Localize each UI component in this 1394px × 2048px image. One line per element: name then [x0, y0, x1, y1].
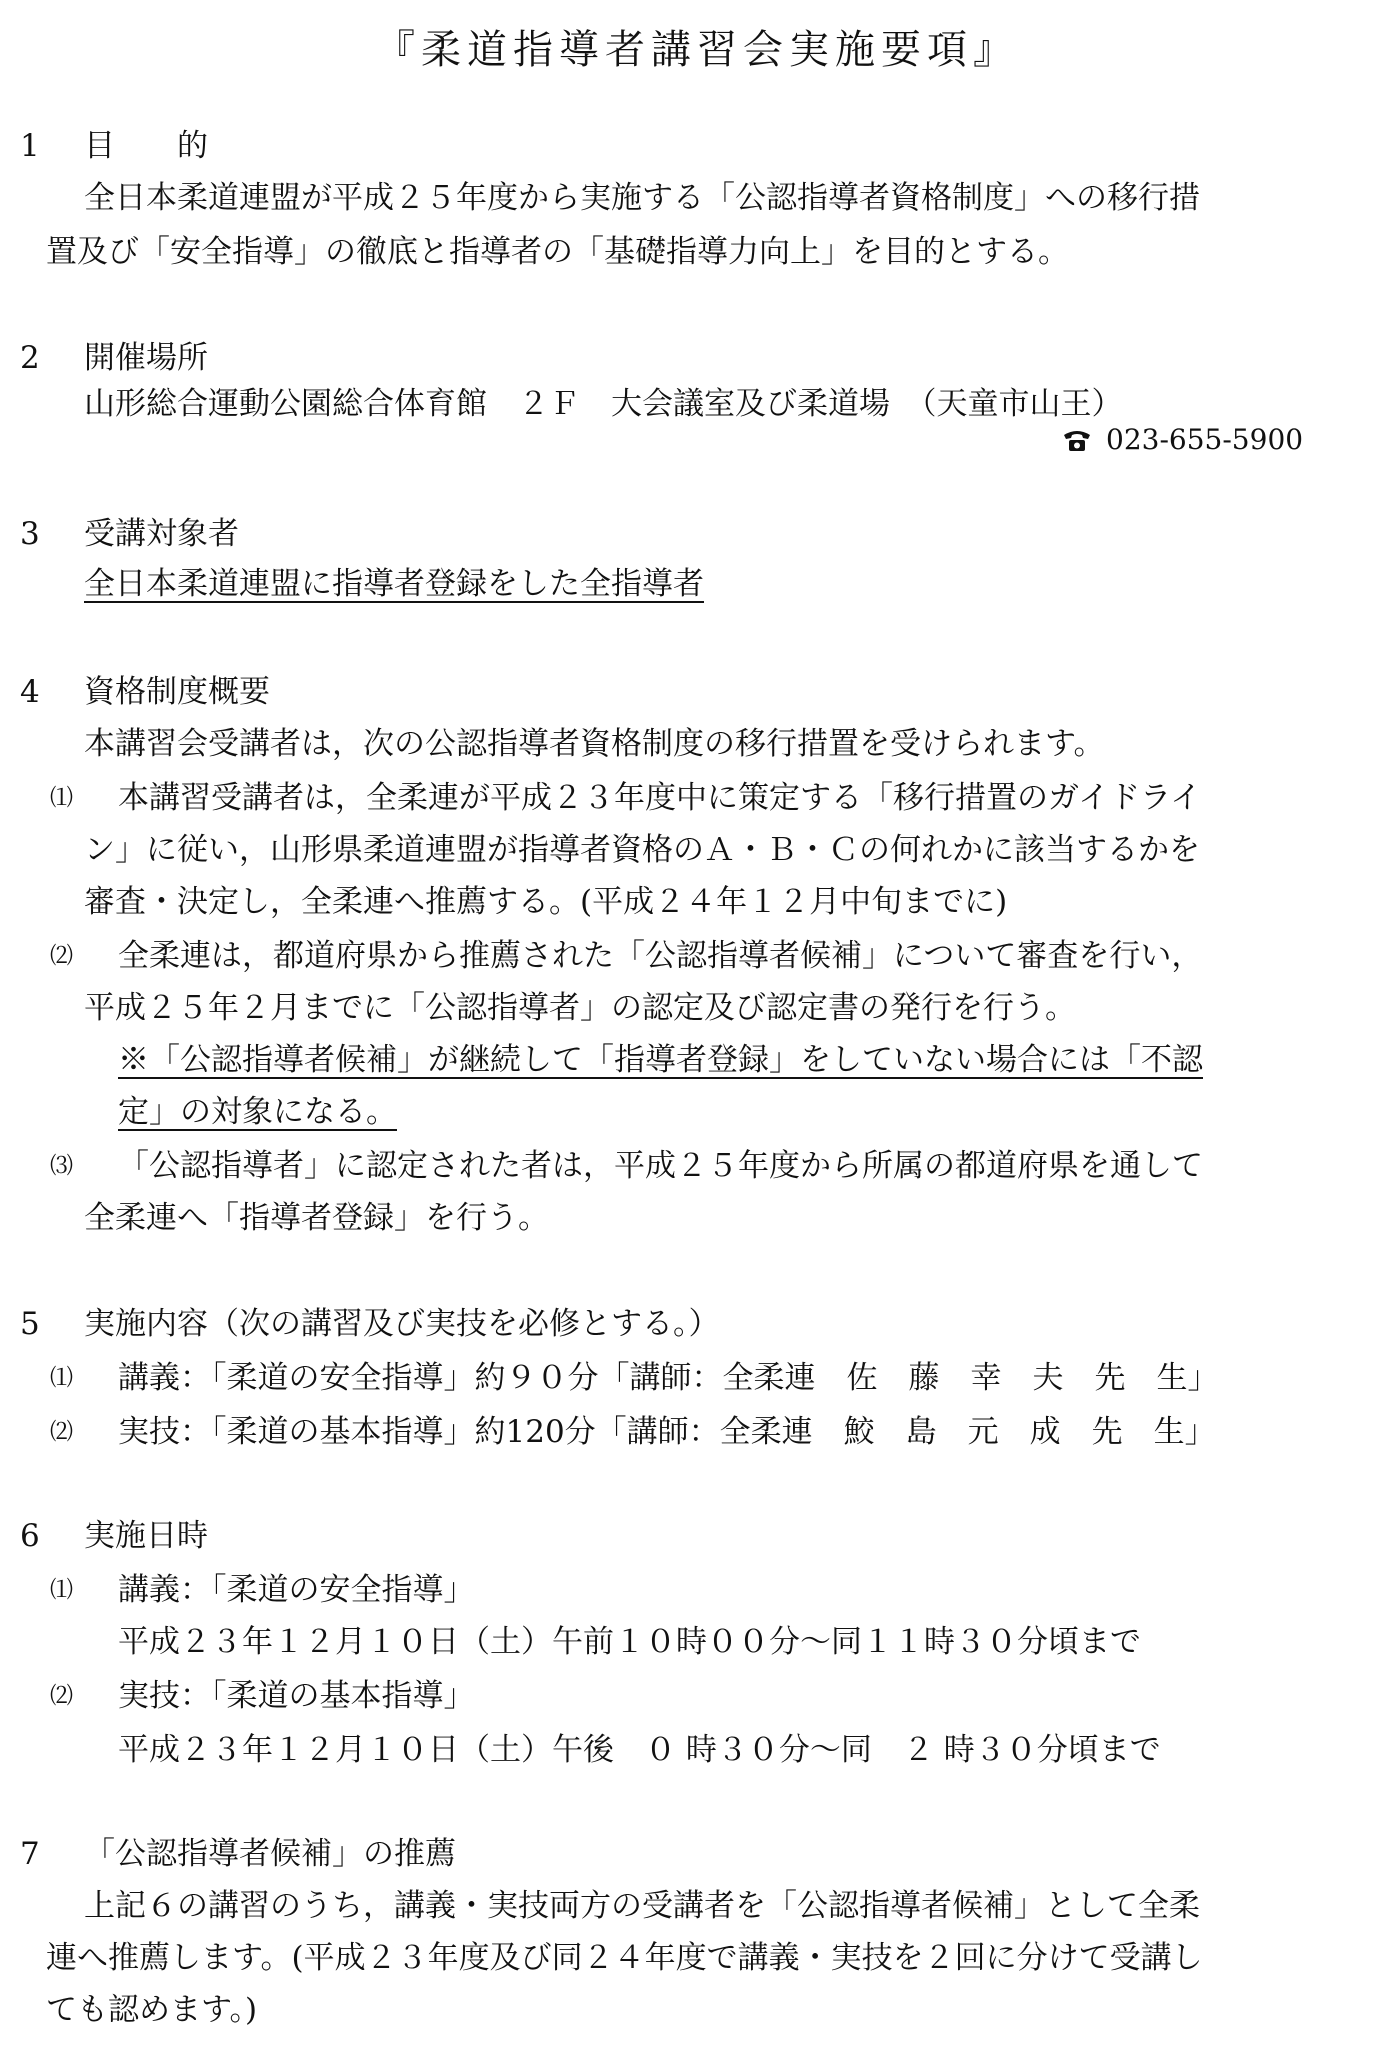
section-7-heading: 「公認指導者候補」の推薦 [84, 1836, 456, 1872]
item-4-1-marker: ⑴ [50, 785, 73, 811]
item-5-2-text: 実技：「柔道の基本指導」約120分「講師：全柔連 鮫 島 元 成 先 生」 [118, 1414, 1216, 1450]
item-4-2-line-2: 平成２５年２月までに「公認指導者」の認定及び認定書の発行を行う。 [84, 990, 1076, 1026]
item-4-3-marker: ⑶ [50, 1153, 73, 1179]
section-4-intro: 本講習会受講者は，次の公認指導者資格制度の移行措置を受けられます。 [84, 726, 1105, 762]
item-4-2-marker: ⑵ [50, 943, 73, 969]
section-1-number: 1 [20, 128, 40, 164]
document-title: 『柔道指導者講習会実施要項』 [375, 27, 1019, 73]
section-4-heading: 資格制度概要 [84, 674, 270, 710]
item-4-3-line-2: 全柔連へ「指導者登録」を行う。 [84, 1200, 549, 1236]
item-6-1-label: 講義：「柔道の安全指導」 [118, 1572, 475, 1608]
section-7-number: 7 [20, 1836, 40, 1872]
section-2-number: 2 [20, 340, 40, 376]
section-5-heading: 実施内容（次の講習及び実技を必修とする。） [84, 1306, 720, 1342]
section-5-number: 5 [20, 1306, 40, 1342]
phone-line [1062, 420, 1303, 460]
telephone-icon [1062, 424, 1092, 450]
item-5-1-text: 講義：「柔道の安全指導」約９０分「講師：全柔連 佐 藤 幸 夫 先 生」 [118, 1360, 1219, 1396]
item-6-1-marker: ⑴ [50, 1577, 73, 1603]
section-4-number: 4 [20, 674, 40, 710]
venue-text: 山形総合運動公園総合体育館 ２Ｆ 大会議室及び柔道場 （天童市山王） [84, 386, 1123, 422]
section-1-heading: 目 的 [84, 128, 208, 164]
section-3-heading: 受講対象者 [84, 516, 239, 552]
section-3-number: 3 [20, 516, 40, 552]
section-6-number: 6 [20, 1518, 40, 1554]
item-4-2-line-1: 全柔連は，都道府県から推薦された「公認指導者候補」について審査を行い， [118, 938, 1203, 974]
item-4-1-line-1: 本講習受講者は，全柔連が平成２３年度中に策定する「移行措置のガイドライ [118, 780, 1202, 816]
item-4-1-line-3: 審査・決定し，全柔連へ推薦する。(平成２４年１２月中旬までに) [84, 884, 1008, 920]
item-4-3-line-1: 「公認指導者」に認定された者は，平成２５年度から所属の都道府県を通して [118, 1148, 1203, 1184]
section-2-heading: 開催場所 [84, 340, 208, 376]
section-1-text-line-1: 全日本柔道連盟が平成２５年度から実施する「公認指導者資格制度」への移行措 [84, 180, 1200, 216]
item-6-2-label: 実技：「柔道の基本指導」 [118, 1678, 475, 1714]
section-6-heading: 実施日時 [84, 1518, 208, 1554]
phone-number: 023-655-5900 [1106, 423, 1304, 456]
note-line-1: ※「公認指導者候補」が継続して「指導者登録」をしていない場合には「不認 [118, 1042, 1203, 1078]
item-5-1-marker: ⑴ [50, 1365, 73, 1391]
section-7-line-3: ても認めます。) [46, 1992, 258, 2028]
section-1-text-line-2: 置及び「安全指導」の徹底と指導者の「基礎指導力向上」を目的とする。 [46, 234, 1069, 270]
item-6-2-time: 平成２３年１２月１０日（土）午後 ０ 時３０分～同 ２ 時３０分頃まで [118, 1732, 1161, 1768]
item-4-1-line-2: ン」に従い，山形県柔道連盟が指導者資格のＡ・Ｂ・Ｃの何れかに該当するかを [84, 832, 1200, 868]
note-line-2: 定」の対象になる。 [118, 1094, 397, 1130]
section-7-line-1: 上記６の講習のうち，講義・実技両方の受講者を「公認指導者候補」として全柔 [84, 1888, 1200, 1924]
item-5-2-marker: ⑵ [50, 1419, 73, 1445]
item-6-2-marker: ⑵ [50, 1683, 73, 1709]
target-participants-text: 全日本柔道連盟に指導者登録をした全指導者 [84, 566, 704, 602]
section-7-line-2: 連へ推薦します。(平成２３年度及び同２４年度で講義・実技を２回に分けて受講し [46, 1940, 1203, 1976]
item-6-1-time: 平成２３年１２月１０日（土）午前１０時００分～同１１時３０分頃まで [118, 1624, 1141, 1660]
